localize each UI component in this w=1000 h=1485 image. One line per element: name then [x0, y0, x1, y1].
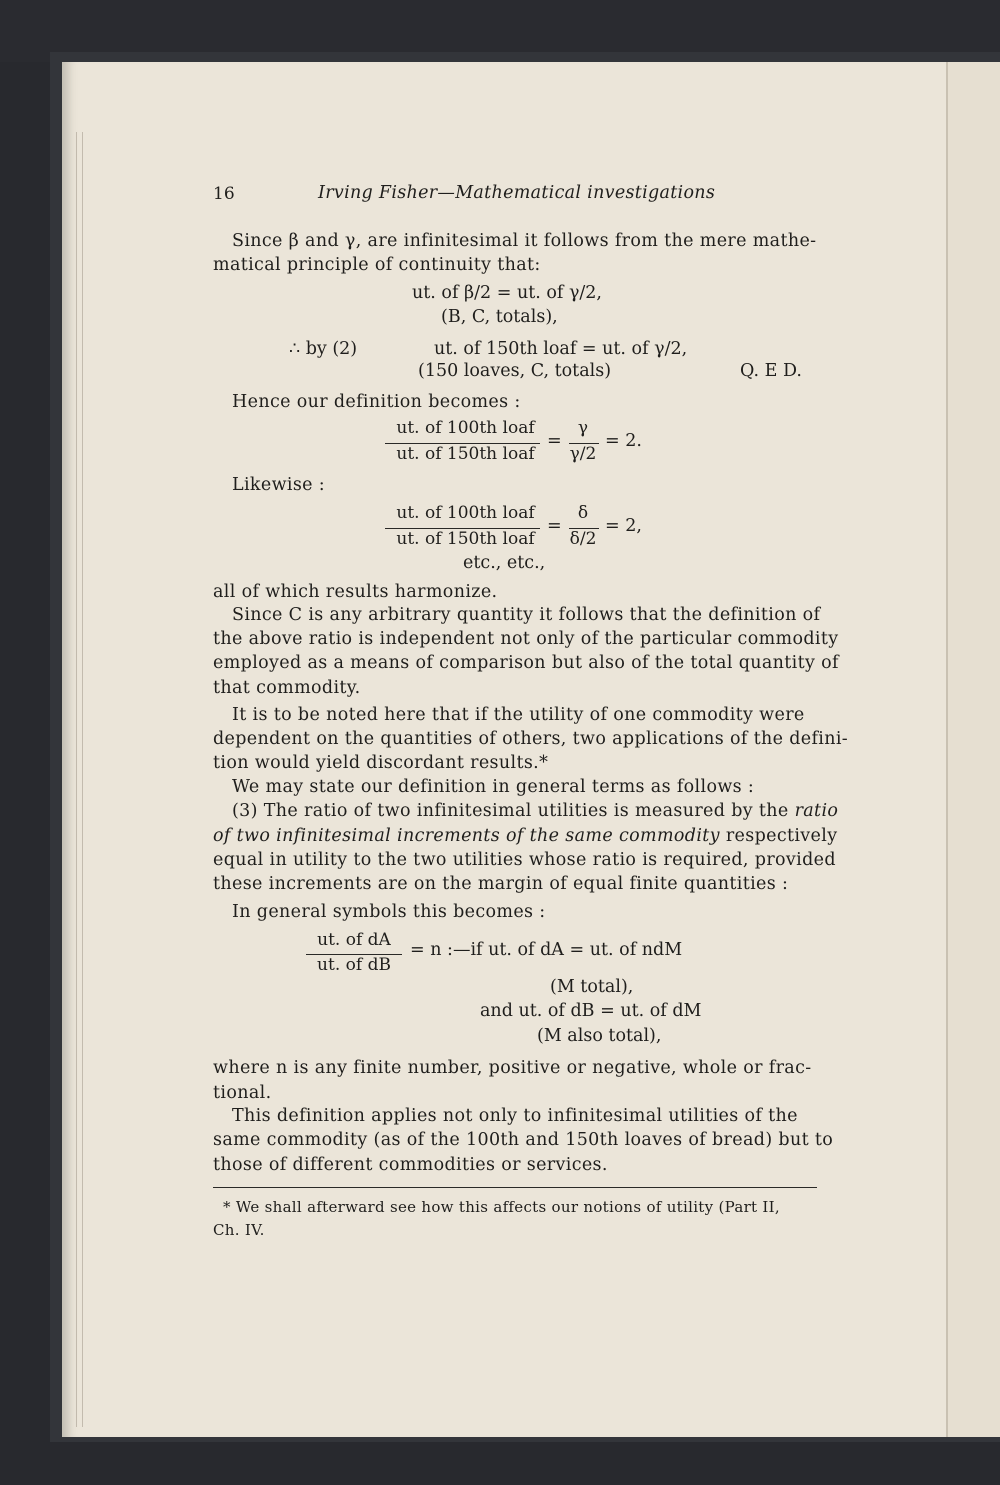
gamma-numerator: γ: [577, 418, 589, 438]
footnote-line-1: * We shall afterward see how this affects our notions of utility (Part II,: [223, 1198, 780, 1216]
equals-two: = 2.: [605, 431, 642, 451]
fraction-denominator: ut. of 150th loaf: [396, 529, 535, 549]
equation-note-150-loaves: (150 loaves, C, totals): [418, 361, 612, 381]
definition-line-1: (3) The ratio of two infinitesimal utilities is measured by the ratio: [232, 801, 839, 821]
adjacent-page-edge: [946, 62, 1000, 1437]
equals-sign: =: [547, 516, 562, 536]
paragraph-line: This definition applies not only to infinitesimal utilities of the: [232, 1106, 798, 1126]
paragraph-line: We may state our definition in general terms as follows :: [232, 777, 755, 797]
note-m-also-total: (M also total),: [537, 1026, 662, 1046]
paragraph-line: those of different commodities or services.: [213, 1155, 608, 1175]
paragraph-line: Since C is any arbitrary quantity it follows that the definition of: [232, 605, 821, 625]
equals-sign: =: [547, 431, 562, 451]
likewise-line: Likewise :: [232, 475, 326, 495]
paragraph-harmonize: all of which results harmonize.: [213, 582, 498, 602]
paragraph-line: where n is any finite number, positive or negative, whole or frac-: [213, 1058, 812, 1078]
fraction-numerator: ut. of dA: [317, 930, 391, 950]
note-m-total: (M total),: [550, 977, 634, 997]
equals-two: = 2,: [605, 516, 642, 536]
equation-beta-gamma: ut. of β/2 = ut. of γ/2,: [412, 283, 602, 303]
footnote-rule: [213, 1187, 817, 1188]
therefore-by-2: ∴ by (2): [289, 339, 358, 359]
paragraph-line: that commodity.: [213, 678, 361, 698]
paragraph-line: the above ratio is independent not only of the particular commodity: [213, 629, 839, 649]
delta-numerator: δ: [577, 503, 589, 523]
hence-line: Hence our definition becomes :: [232, 392, 521, 412]
footnote-line-2: Ch. IV.: [213, 1221, 265, 1239]
fraction-numerator: ut. of 100th loaf: [396, 418, 535, 438]
page-number: 16: [213, 184, 235, 204]
condition-dB: and ut. of dB = ut. of dM: [480, 1001, 702, 1021]
paragraph-line: tional.: [213, 1083, 272, 1103]
equation-note-totals: (B, C, totals),: [441, 307, 558, 327]
paragraph-line: employed as a means of comparison but also of the total quantity of: [213, 653, 839, 673]
general-condition: = n :—if ut. of dA = ut. of ndM: [410, 940, 683, 960]
fraction-numerator: ut. of 100th loaf: [396, 503, 535, 523]
page-edge-line: [76, 132, 77, 1427]
qed-mark: Q. E D.: [740, 361, 802, 381]
definition-line-3: equal in utility to the two utilities whose ratio is required, provided: [213, 850, 836, 870]
gamma-denominator: γ/2: [569, 444, 597, 464]
intro-line-2: matical principle of continuity that:: [213, 255, 541, 275]
intro-line-1: Since β and γ, are infinitesimal it follows from the mere mathe-: [232, 231, 817, 251]
general-symbols-line: In general symbols this becomes :: [232, 902, 546, 922]
etc-line: etc., etc.,: [463, 553, 546, 573]
paragraph-line: dependent on the quantities of others, two applications of the defini-: [213, 729, 849, 749]
paragraph-line: same commodity (as of the 100th and 150th loaves of bread) but to: [213, 1130, 834, 1150]
paragraph-line: tion would yield discordant results.*: [213, 753, 549, 773]
fraction-denominator: ut. of 150th loaf: [396, 444, 535, 464]
definition-line-2: of two infinitesimal increments of the same commodity respectively: [213, 826, 838, 846]
page-edge-line: [82, 132, 83, 1427]
running-title: Irving Fisher—Mathematical investigations: [318, 183, 716, 203]
fraction-denominator: ut. of dB: [317, 955, 391, 975]
definition-line-4: these increments are on the margin of equal finite quantities :: [213, 874, 789, 894]
delta-denominator: δ/2: [569, 529, 597, 549]
paragraph-line: It is to be noted here that if the utility of one commodity were: [232, 705, 805, 725]
equation-150th-loaf: ut. of 150th loaf = ut. of γ/2,: [434, 339, 688, 359]
